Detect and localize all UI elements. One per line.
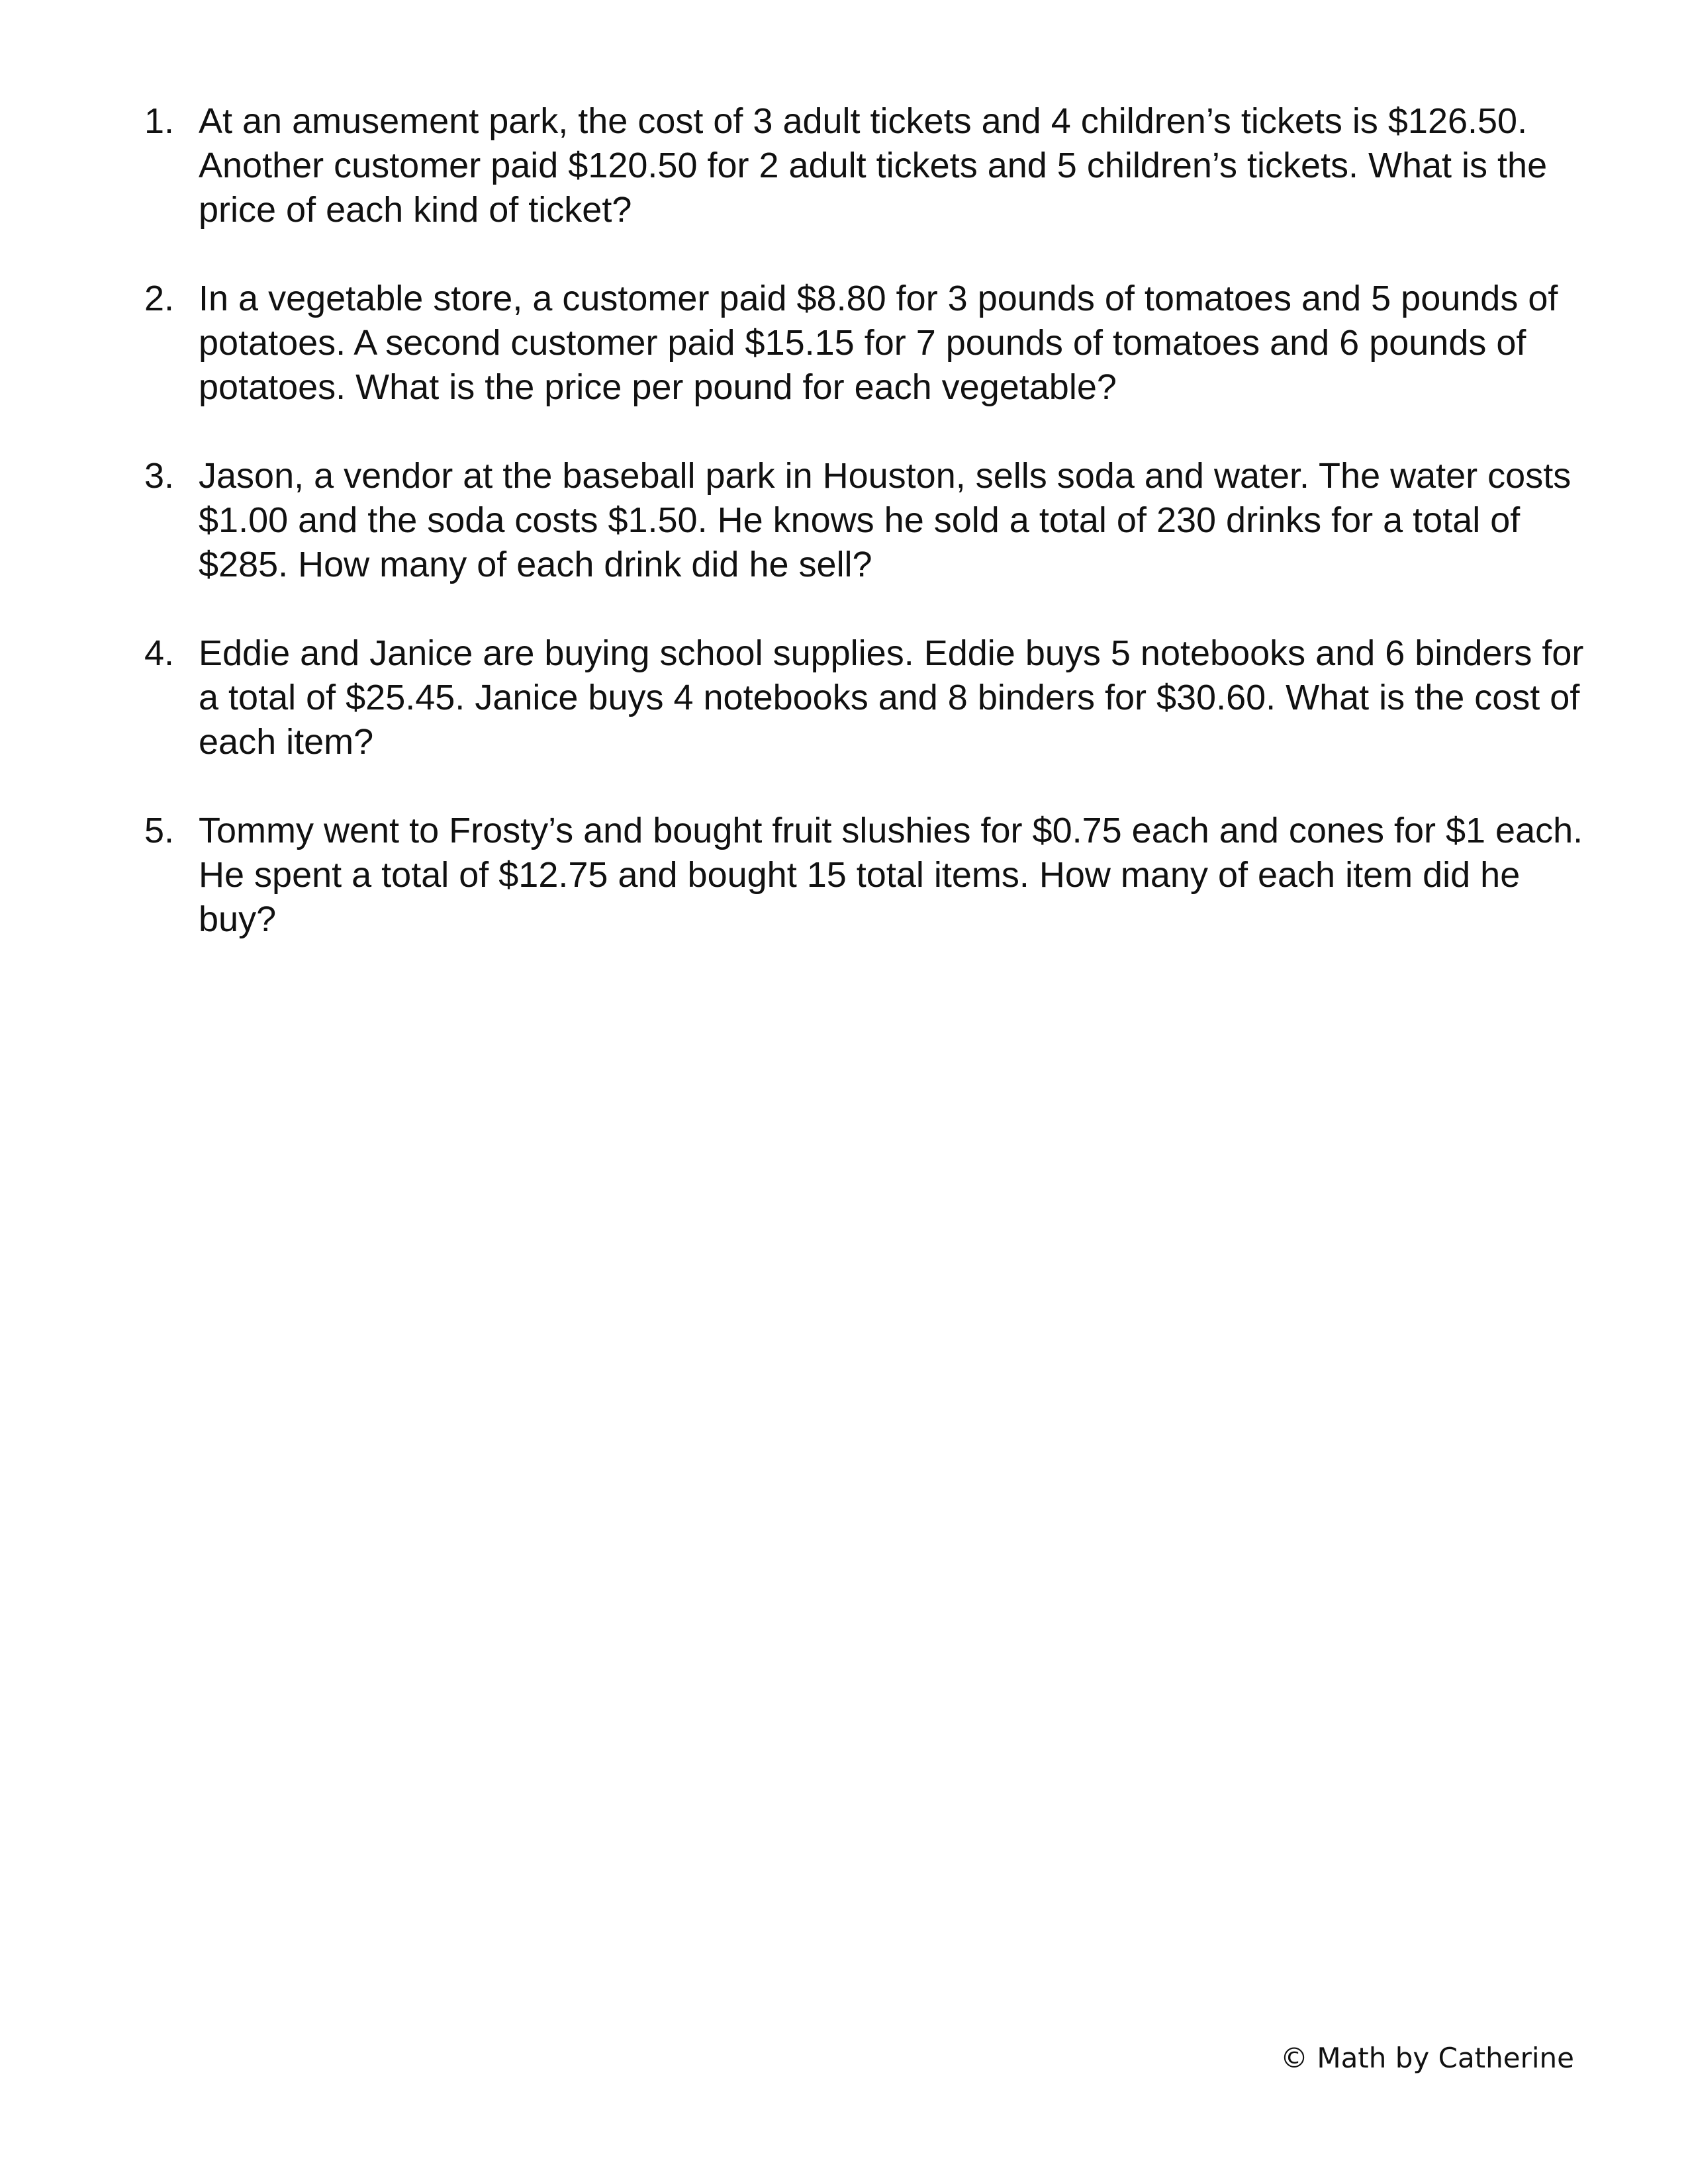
problem-item bbox=[144, 99, 1587, 232]
problem-text: Tommy went to Frosty’s and bought fruit slushies for $0.75 each and cones for $1 each. He spent a total of $12.75 and bought 15 total items. How many of each item did he buy? bbox=[199, 811, 1583, 939]
problem-item bbox=[144, 631, 1587, 764]
problem-number: 5. bbox=[144, 811, 175, 850]
problem-text: Jason, a vendor at the baseball park in Houston, sells soda and water. The water costs $1.00 and the soda costs $1.50. He knows he sold a total of 230 drinks for a total of $285. How many of each drink did he sell? bbox=[199, 456, 1571, 584]
problem-text: In a vegetable store, a customer paid $8.80 for 3 pounds of tomatoes and 5 pounds of potatoes. A second customer paid $15.15 for 7 pounds of tomatoes and 6 pounds of potatoes. What is the price per pound for each vegetable? bbox=[199, 279, 1558, 407]
problem-list bbox=[144, 99, 1587, 986]
problem-item bbox=[144, 454, 1587, 587]
problem-number: 2. bbox=[144, 279, 175, 318]
problem-number: 4. bbox=[144, 633, 175, 673]
copyright-footer: © Math by Catherine bbox=[1280, 2042, 1574, 2074]
problem-item bbox=[144, 809, 1587, 942]
problem-item bbox=[144, 277, 1587, 410]
problem-number: 1. bbox=[144, 101, 175, 141]
problem-text: At an amusement park, the cost of 3 adult tickets and 4 children’s tickets is $126.50. Another customer paid $120.50 for 2 adult tickets and 5 children’s tickets. What is the price of each kind of ticket? bbox=[199, 101, 1548, 230]
problem-number: 3. bbox=[144, 456, 175, 496]
problem-text: Eddie and Janice are buying school supplies. Eddie buys 5 notebooks and 6 binders for a total of $25.45. Janice buys 4 notebooks and 8 binders for $30.60. What is the cost of each item? bbox=[199, 633, 1584, 762]
